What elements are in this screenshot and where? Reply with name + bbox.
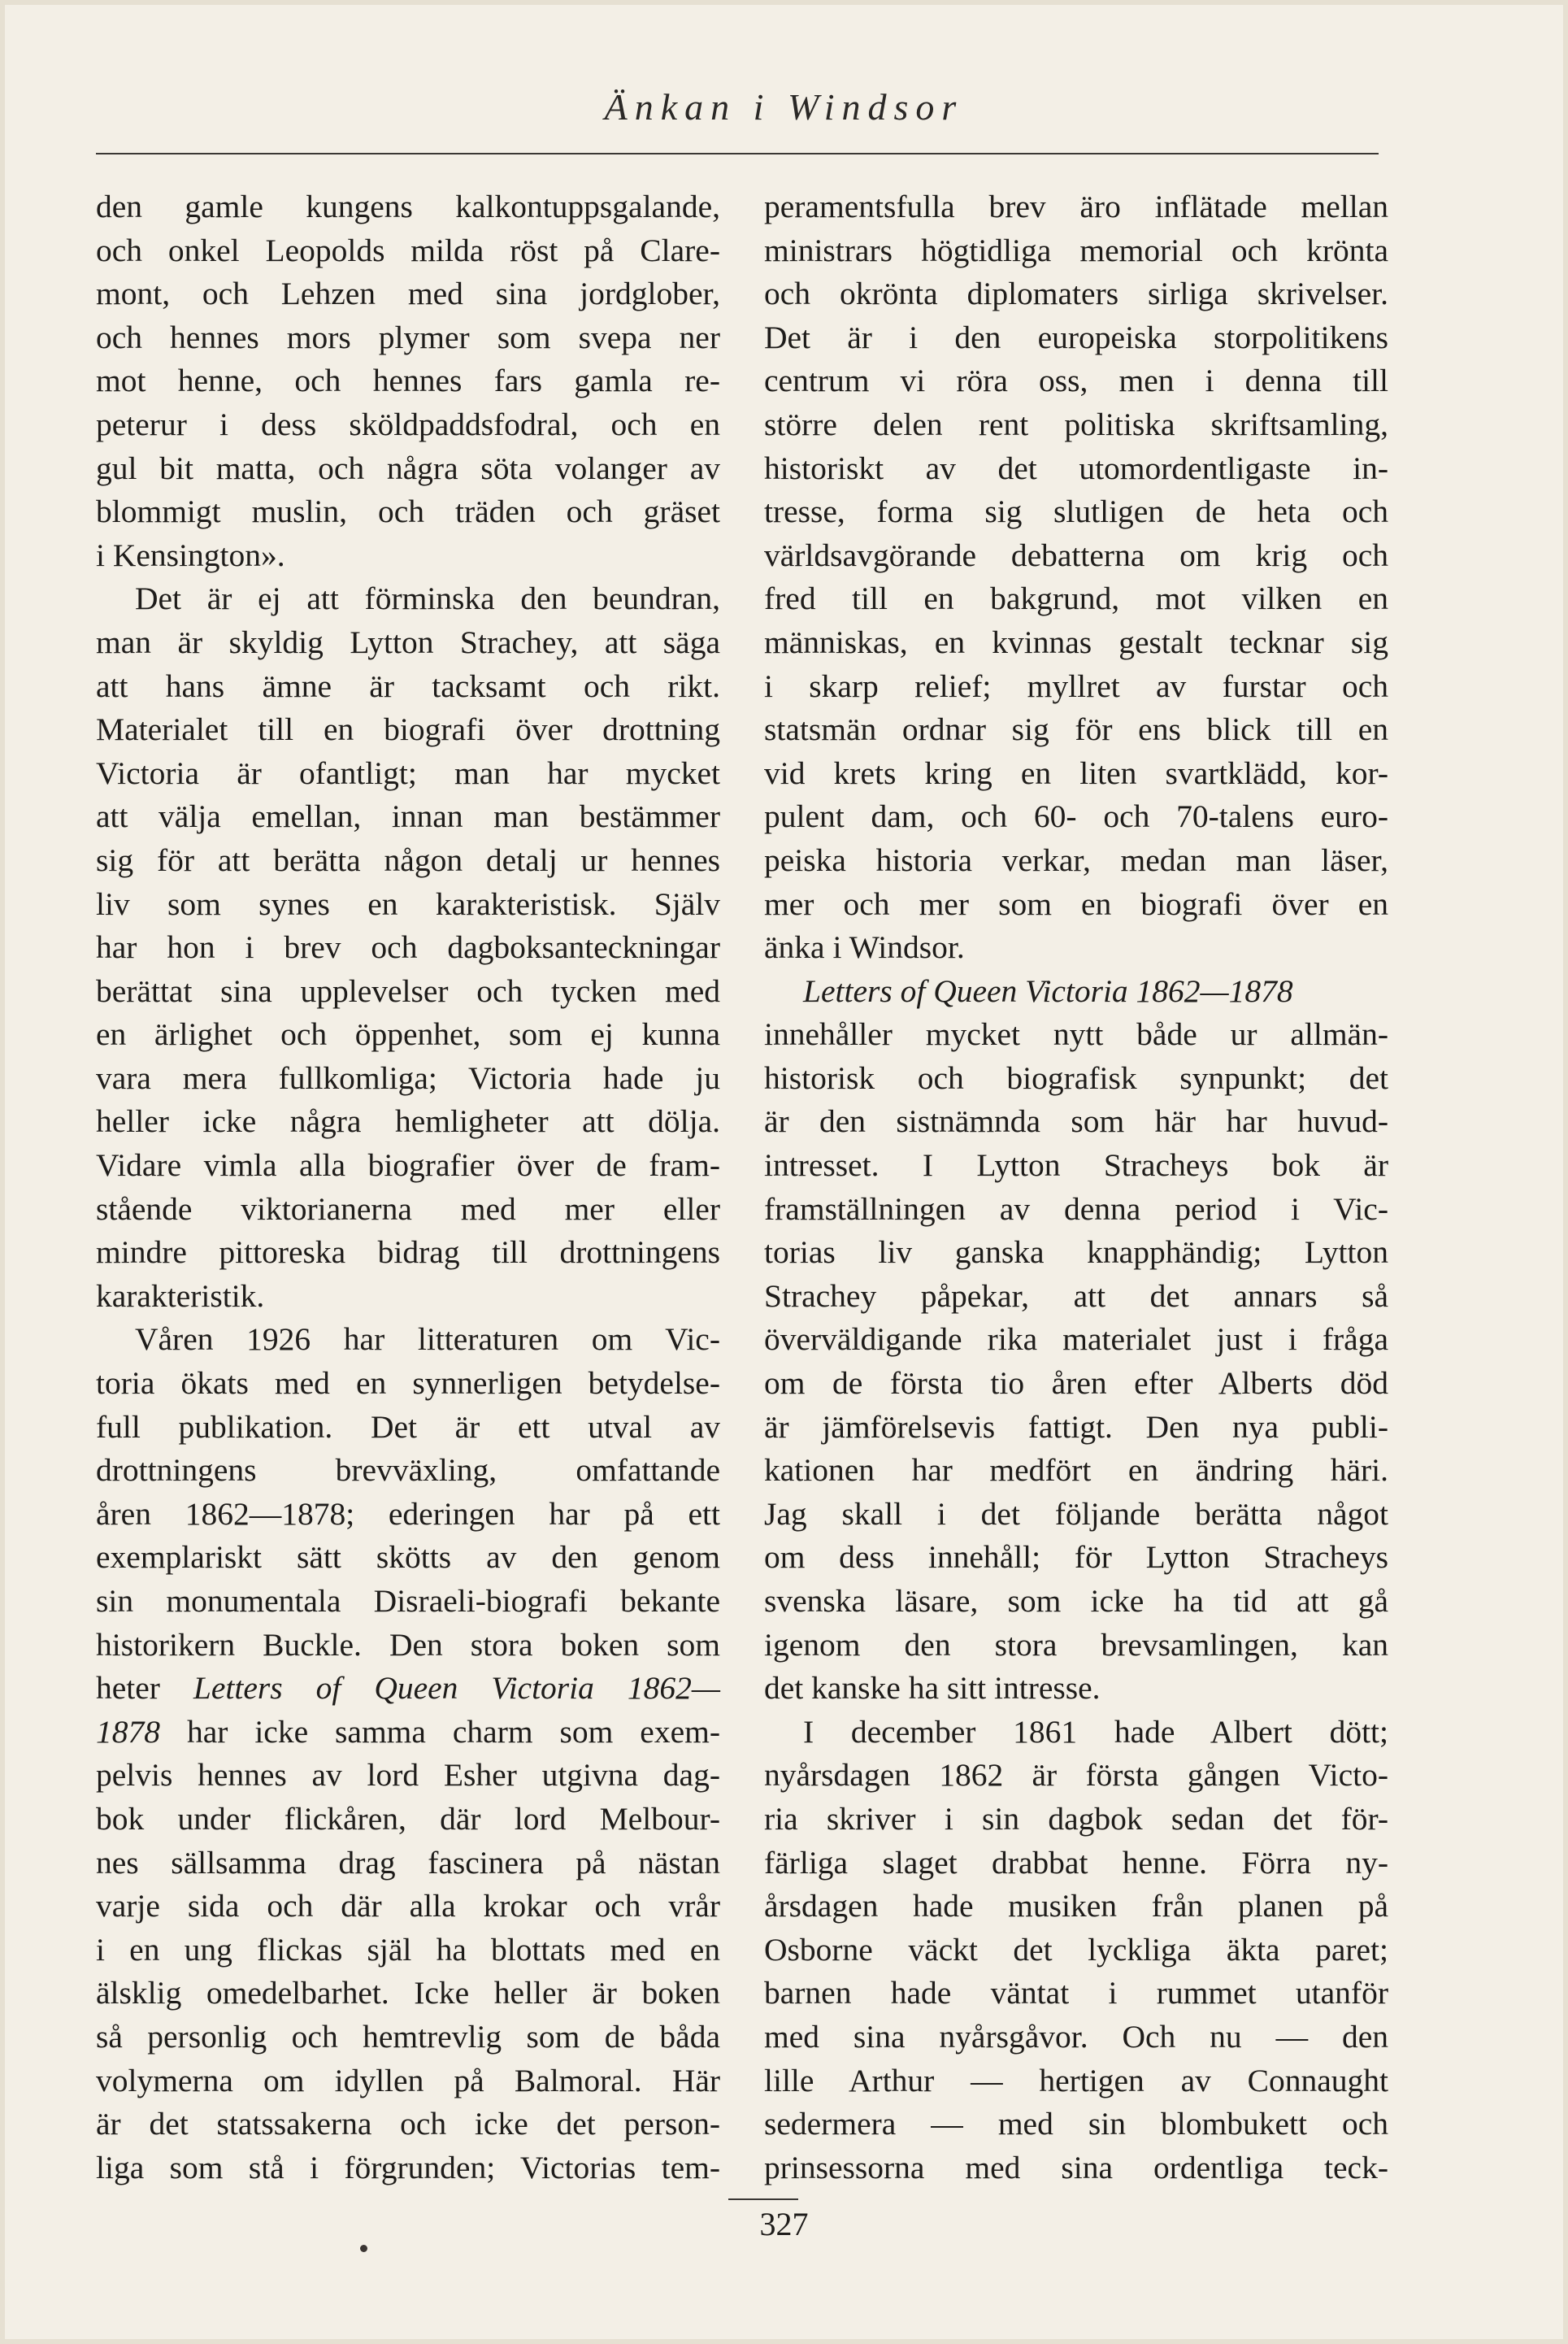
text-line [96, 1711, 720, 1755]
text-line [96, 447, 720, 491]
text-line [764, 1624, 1388, 1668]
text-line [764, 1231, 1388, 1275]
line-text: större delen rent politiska skriftsamling, [764, 406, 1388, 442]
line-text: är det statssakerna och icke det person- [96, 2106, 720, 2142]
right-text-column [764, 185, 1388, 2190]
text-line [96, 752, 720, 796]
text-line [96, 1842, 720, 1885]
text-line [764, 926, 1388, 970]
text-line [764, 1144, 1388, 1188]
line-text: historiskt av det utomordentligaste in- [764, 450, 1388, 486]
line-text: så personlig och hemtrevlig som de båda [96, 2018, 720, 2055]
line-text: Det är ej att förminska den beundran, [135, 581, 720, 617]
text-line [96, 1624, 720, 1668]
line-text: berättat sina upplevelser och tycken med [96, 972, 720, 1009]
line-text: svenska läsare, som icke ha tid att gå [764, 1583, 1388, 1619]
text-line [764, 359, 1388, 403]
line-text: peramentsfulla brev äro inflätade mellan [764, 189, 1388, 224]
text-line [96, 1493, 720, 1537]
line-text: Vidare vimla alla biografier över de fram- [96, 1147, 720, 1184]
line-text: mer och mer som en biografi över en [764, 885, 1388, 922]
text-line [764, 1580, 1388, 1624]
text-line [764, 577, 1388, 621]
text-line [764, 1449, 1388, 1493]
text-line [96, 1100, 720, 1144]
line-text: kationen har medfört en ändring häri. [764, 1452, 1388, 1489]
text-line [96, 185, 720, 229]
text-line [764, 447, 1388, 491]
line-text: pelvis hennes av lord Esher utgivna dag- [96, 1757, 720, 1794]
text-line [764, 1885, 1388, 1929]
text-line [96, 1754, 720, 1798]
line-text: prinsessorna med sina ordentliga teck- [764, 2149, 1388, 2185]
line-text: sin monumentala Disraeli-biografi bekante [96, 1583, 720, 1619]
text-line [764, 1798, 1388, 1842]
text-line [96, 1798, 720, 1842]
line-text: med sina nyårsgåvor. Och nu — den [764, 2018, 1388, 2055]
line-text: att välja emellan, innan man bestämmer [96, 798, 720, 835]
text-line [764, 1972, 1388, 2016]
line-text: om de första tio åren efter Alberts död [764, 1365, 1388, 1402]
line-text: historikern Buckle. Den stora boken som [96, 1626, 720, 1663]
text-line [764, 1536, 1388, 1580]
line-text: sig för att berätta någon detalj ur hennes [96, 841, 720, 878]
line-text: stående viktorianerna med mer eller [96, 1190, 720, 1227]
text-line [764, 1013, 1388, 1057]
text-line [764, 795, 1388, 839]
text-line [96, 1318, 720, 1362]
line-text: det kanske ha sitt intresse. [764, 1670, 1101, 1707]
text-line [96, 1885, 720, 1929]
line-text: den gamle kungens kalkontuppsgalande, [96, 189, 720, 224]
line-text: nes sällsamma drag fascinera på nästan [96, 1844, 720, 1881]
line-text: tresse, forma sig slutligen de heta och [764, 494, 1388, 530]
text-line [764, 1754, 1388, 1798]
line-text: har icke samma charm som exem- [160, 1713, 720, 1750]
text-line [96, 1013, 720, 1057]
text-line [96, 1231, 720, 1275]
line-text: man är skyldig Lytton Strachey, att säga [96, 624, 720, 660]
text-line [764, 1493, 1388, 1537]
text-line [96, 490, 720, 534]
line-text: karakteristik. [96, 1277, 265, 1314]
line-text: människas, en kvinnas gestalt tecknar sig [764, 624, 1388, 660]
text-line [764, 2146, 1388, 2190]
text-line [764, 534, 1388, 578]
text-line [96, 665, 720, 709]
line-text: Strachey påpekar, att det annars så [764, 1277, 1388, 1314]
line-text: gul bit matta, och några söta volanger av [96, 450, 720, 486]
italic-title: 1878 [96, 1713, 160, 1750]
line-text: i Kensington». [96, 537, 285, 573]
text-line [764, 1318, 1388, 1362]
text-line [96, 534, 720, 578]
line-text: nyårsdagen 1862 är första gången Victo- [764, 1757, 1388, 1794]
text-line [764, 1406, 1388, 1450]
line-text: ria skriver i sin dagbok sedan det för- [764, 1800, 1388, 1837]
line-text: vara mera fullkomliga; Victoria hade ju [96, 1059, 720, 1096]
line-text: älsklig omedelbarhet. Icke heller är boken [96, 1975, 720, 2011]
text-line [96, 2016, 720, 2059]
line-text: innehåller mycket nytt både ur allmän- [764, 1016, 1388, 1053]
line-text: I december 1861 hade Albert dött; [803, 1713, 1388, 1750]
text-line [96, 795, 720, 839]
text-line [764, 1842, 1388, 1885]
text-line [96, 708, 720, 752]
line-text: överväldigande rika materialet just i fråga [764, 1321, 1388, 1358]
text-line [96, 316, 720, 360]
text-line [96, 1667, 720, 1711]
line-text: Våren 1926 har litteraturen om Vic- [135, 1321, 720, 1358]
line-text: full publikation. Det är ett utval av [96, 1408, 720, 1445]
line-text: vid krets kring en liten svartklädd, kor- [764, 755, 1388, 791]
text-line [96, 839, 720, 883]
line-text: i skarp relief; myllret av furstar och [764, 668, 1388, 704]
header-rule [96, 153, 1379, 154]
text-line [96, 1144, 720, 1188]
line-text: och hennes mors plymer som svepa ner [96, 319, 720, 355]
line-text: en ärlighet och öppenhet, som ej kunna [96, 1016, 720, 1053]
text-line [96, 1057, 720, 1101]
line-text: Victoria är ofantligt; man har mycket [96, 755, 720, 791]
left-text-column [96, 185, 720, 2190]
line-text: i en ung flickas själ ha blottats med en [96, 1931, 720, 1968]
text-line [764, 708, 1388, 752]
italic-title: Letters of Queen Victoria 1862— [193, 1670, 720, 1707]
text-line [764, 2103, 1388, 2146]
running-title: Änkan i Windsor [604, 86, 964, 128]
line-text: har hon i brev och dagboksanteckningar [96, 929, 720, 966]
text-line [96, 359, 720, 403]
line-text: mont, och Lehzen med sina jordglober, [96, 276, 720, 312]
line-text: historisk och biografisk synpunkt; det [764, 1059, 1388, 1096]
line-text: peterur i dess sköldpaddsfodral, och en [96, 406, 720, 442]
text-line [96, 621, 720, 665]
text-line [764, 1929, 1388, 1972]
line-text: pulent dam, och 60- och 70-talens euro- [764, 798, 1388, 835]
line-text: peiska historia verkar, medan man läser, [764, 841, 1388, 878]
text-line [96, 1536, 720, 1580]
text-line [764, 2059, 1388, 2103]
line-text: heller icke några hemligheter att dölja. [96, 1103, 720, 1140]
text-line [96, 926, 720, 970]
text-line [764, 970, 1388, 1014]
text-line [764, 1362, 1388, 1406]
text-line [96, 2103, 720, 2146]
line-text: volymerna om idyllen på Balmoral. Här [96, 2062, 720, 2098]
line-text: är den sistnämnda som här har huvud- [764, 1103, 1388, 1140]
line-text: att hans ämne är tacksamt och rikt. [96, 668, 720, 704]
text-line [96, 1580, 720, 1624]
text-line [764, 1711, 1388, 1755]
line-text: intresset. I Lytton Stracheys bok är [764, 1147, 1388, 1184]
text-line [96, 2146, 720, 2190]
line-text: om dess innehåll; för Lytton Stracheys [764, 1539, 1388, 1576]
ink-speck [360, 2245, 367, 2252]
page-number: 327 [759, 2206, 809, 2242]
line-text: Det är i den europeiska storpolitikens [764, 319, 1388, 355]
line-text: mot henne, och hennes fars gamla re- [96, 363, 720, 399]
line-text: åren 1862—1878; ederingen har på ett [96, 1495, 720, 1532]
line-text: blommigt muslin, och träden och gräset [96, 494, 720, 530]
line-text: exemplariskt sätt skötts av den genom [96, 1539, 720, 1576]
line-text: världsavgörande debatterna om krig och [764, 537, 1388, 573]
text-line [764, 229, 1388, 273]
text-line [764, 1057, 1388, 1101]
text-line [96, 577, 720, 621]
line-text: årsdagen hade musiken från planen på [764, 1888, 1388, 1924]
text-line [764, 2016, 1388, 2059]
line-text: toria ökats med en synnerligen betydelse- [96, 1365, 720, 1402]
text-line [764, 1188, 1388, 1232]
line-text: ministrars högtidliga memorial och krönta [764, 232, 1388, 268]
text-line [764, 1667, 1388, 1711]
line-text: mindre pittoreska bidrag till drottningens [96, 1234, 720, 1271]
line-text: liga som stå i förgrunden; Victorias tem- [96, 2149, 720, 2185]
line-text: fred till en bakgrund, mot vilken en [764, 581, 1388, 617]
line-text: och okrönta diplomaters sirliga skrivelser. [764, 276, 1388, 312]
text-line [96, 970, 720, 1014]
text-line [764, 839, 1388, 883]
line-text: färliga slaget drabbat henne. Förra ny- [764, 1844, 1388, 1881]
text-line [96, 1929, 720, 1972]
text-line [96, 1972, 720, 2016]
text-line [96, 403, 720, 447]
line-text: är jämförelsevis fattigt. Den nya publi- [764, 1408, 1388, 1445]
page-number-rule [728, 2198, 798, 2200]
text-line [96, 883, 720, 927]
text-line [764, 665, 1388, 709]
text-line [96, 1188, 720, 1232]
line-text: och onkel Leopolds milda röst på Clare- [96, 232, 720, 268]
line-text: heter [96, 1670, 193, 1707]
text-line [764, 883, 1388, 927]
text-line [764, 621, 1388, 665]
text-line [764, 752, 1388, 796]
line-text: centrum vi röra oss, men i denna till [764, 363, 1388, 399]
line-text: änka i Windsor. [764, 929, 965, 966]
text-line [96, 1362, 720, 1406]
line-text: framställningen av denna period i Vic- [764, 1190, 1388, 1227]
line-text: barnen hade väntat i rummet utanför [764, 1975, 1388, 2011]
text-line [96, 1275, 720, 1319]
text-line [96, 2059, 720, 2103]
line-text: lille Arthur — hertigen av Connaught [764, 2062, 1388, 2098]
italic-title: Letters of Queen Victoria 1862—1878 [803, 972, 1293, 1009]
text-line [96, 1406, 720, 1450]
line-text: Osborne väckt det lyckliga äkta paret; [764, 1931, 1388, 1968]
line-text: Jag skall i det följande berätta något [764, 1495, 1388, 1532]
line-text: varje sida och där alla krokar och vrår [96, 1888, 720, 1924]
text-line [96, 229, 720, 273]
text-line [764, 490, 1388, 534]
line-text: bok under flickåren, där lord Melbour- [96, 1800, 720, 1837]
text-line [764, 403, 1388, 447]
text-line [96, 272, 720, 316]
line-text: igenom den stora brevsamlingen, kan [764, 1626, 1388, 1663]
text-line [764, 1275, 1388, 1319]
line-text: statsmän ordnar sig för ens blick till en [764, 711, 1388, 748]
text-line [764, 272, 1388, 316]
line-text: torias liv ganska knapphändig; Lytton [764, 1234, 1388, 1271]
text-line [96, 1449, 720, 1493]
line-text: sedermera — med sin blombukett och [764, 2106, 1388, 2142]
text-line [764, 1100, 1388, 1144]
line-text: Materialet till en biografi över drottning [96, 711, 720, 748]
text-line [764, 185, 1388, 229]
line-text: drottningens brevväxling, omfattande [96, 1452, 720, 1489]
text-line [764, 316, 1388, 360]
line-text: liv som synes en karakteristisk. Själv [96, 885, 720, 922]
